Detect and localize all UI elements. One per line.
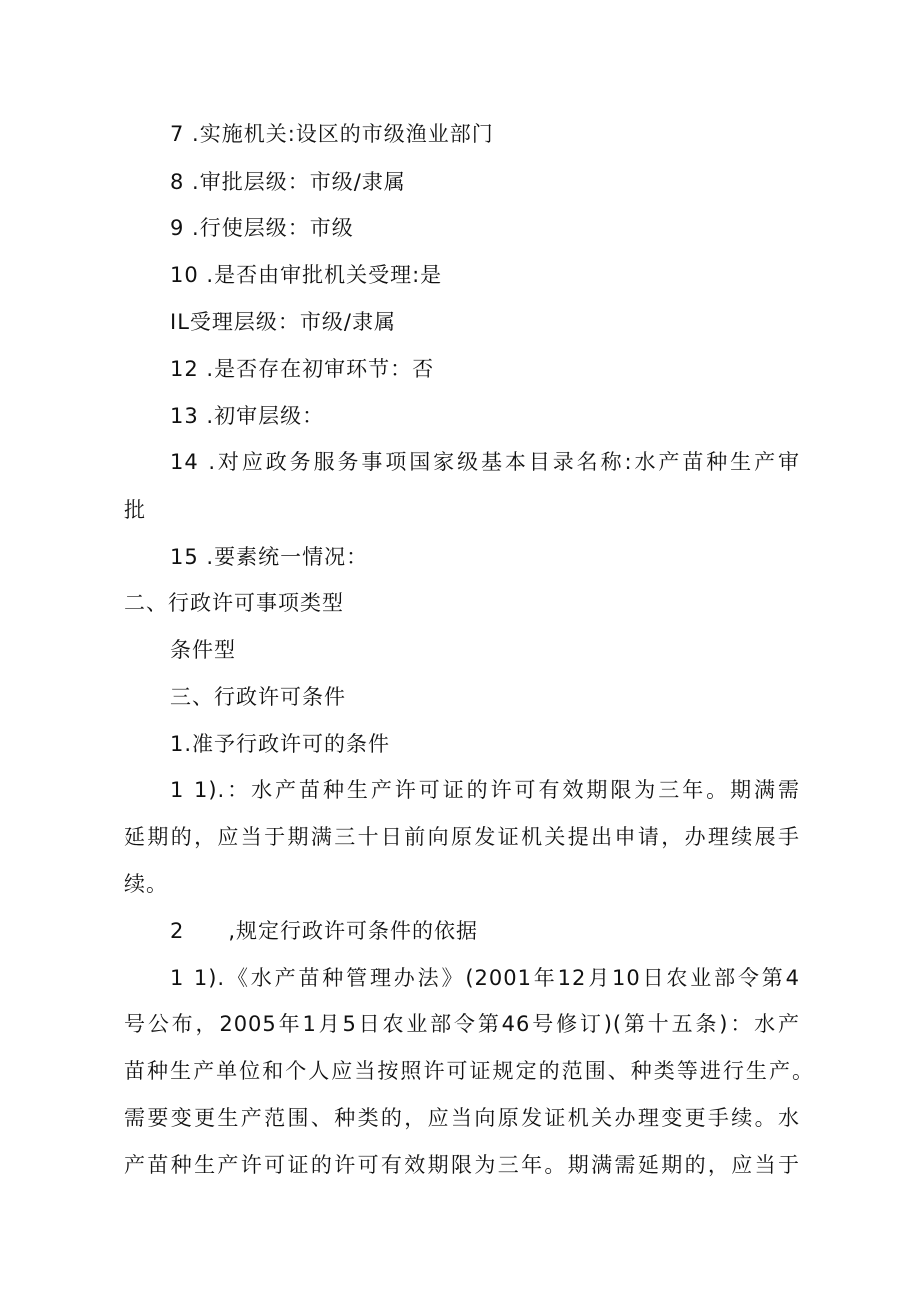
basis-paragraph-line-4: 需要变更生产范围、种类的，应当向原发证机关办理变更手续。水 [124,1106,800,1130]
item-7-implementing-agency: 7 .实施机关:设区的市级渔业部门 [170,122,494,146]
section-2-heading: 二、行政许可事项类型 [124,591,344,615]
basis-paragraph-line-1: 1 1).《水产苗种管理办法》(2001年12月10日农业部令第4 [170,966,800,990]
item-10-accepted-by-agency: 10 .是否由审批机关受理:是 [170,263,443,287]
condition-paragraph-line-1: 1 1).：水产苗种生产许可证的许可有效期限为三年。期满需 [170,778,800,802]
basis-paragraph-line-3: 苗种生产单位和个人应当按照许可证规定的范围、种类等进行生产。 [124,1059,814,1083]
section-2-value: 条件型 [170,638,236,662]
section-3-heading: 三、行政许可条件 [170,685,346,709]
condition-paragraph-line-3: 续。 [124,872,168,896]
item-14-catalog-name-cont: 批 [124,498,146,522]
basis-paragraph-line-2: 号公布，2005年1月5日农业部令第46号修订)(第十五条)：水产 [124,1012,800,1036]
item-8-approval-level: 8 .审批层级：市级/隶属 [170,170,406,194]
subsection-1-heading: 1.准予行政许可的条件 [170,732,391,756]
item-11-acceptance-level: IL受理层级：市级/隶属 [170,310,396,334]
item-9-exercise-level: 9 .行使层级：市级 [170,216,354,240]
item-14-catalog-name: 14 .对应政务服务事项国家级基本目录名称:水产苗种生产审 [170,450,800,474]
item-15-elements-unified: 15 .要素统一情况： [170,545,369,569]
condition-paragraph-line-2: 延期的，应当于期满三十日前向原发证机关提出申请，办理续展手 [124,825,800,849]
subsection-2-heading: 2 ,规定行政许可条件的依据 [170,919,479,943]
item-12-preliminary-review: 12 .是否存在初审环节：否 [170,357,435,381]
item-13-preliminary-level: 13 .初审层级： [170,404,325,428]
basis-paragraph-line-5: 产苗种生产许可证的许可有效期限为三年。期满需延期的，应当于 [124,1153,800,1177]
